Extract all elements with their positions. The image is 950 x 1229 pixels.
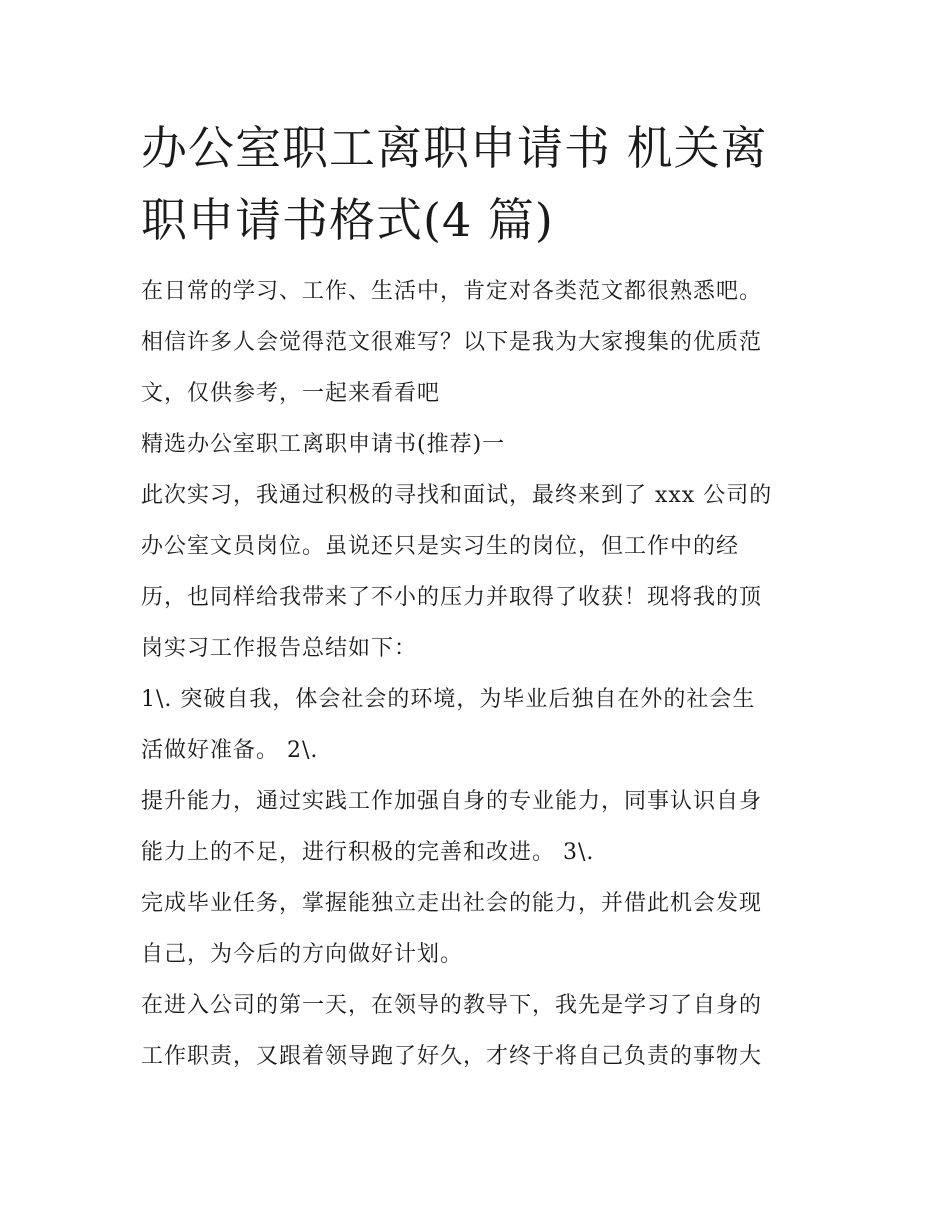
body-line: 办公室文员岗位。虽说还只是实习生的岗位，但工作中的经 bbox=[141, 534, 740, 559]
body-line: 自己，为今后的方向做好计划。 bbox=[141, 942, 464, 967]
body-line: 活做好准备。 2\. bbox=[141, 738, 319, 763]
title-line-2: 职申请书格式(4 篇) bbox=[141, 193, 554, 247]
body-line: 此次实习，我通过积极的寻找和面试，最终来到了 xxx 公司的 bbox=[141, 483, 773, 508]
document-body bbox=[141, 266, 821, 1082]
body-line: 能力上的不足，进行积极的完善和改进。 3\. bbox=[141, 840, 595, 865]
body-line: 完成毕业任务，掌握能独立走出社会的能力，并借此机会发现 bbox=[141, 891, 763, 916]
body-line: 在日常的学习、工作、生活中，肯定对各类范文都很熟悉吧。 bbox=[141, 279, 763, 304]
title-line-1: 办公室职工离职申请书 机关离 bbox=[141, 121, 768, 175]
body-line: 在进入公司的第一天，在领导的教导下，我先是学习了自身的 bbox=[141, 993, 763, 1018]
body-line: 岗实习工作报告总结如下： bbox=[141, 636, 418, 661]
body-line: 提升能力，通过实践工作加强自身的专业能力，同事认识自身 bbox=[141, 789, 763, 814]
body-line: 文，仅供参考，一起来看看吧 bbox=[141, 381, 441, 406]
document-title bbox=[141, 112, 821, 256]
section-heading: 精选办公室职工离职申请书(推荐)一 bbox=[141, 432, 506, 457]
body-line: 相信许多人会觉得范文很难写？以下是我为大家搜集的优质范 bbox=[141, 330, 763, 355]
body-line: 1\. 突破自我，体会社会的环境，为毕业后独自在外的社会生 bbox=[141, 687, 756, 712]
body-line: 历，也同样给我带来了不小的压力并取得了收获！现将我的顶 bbox=[141, 585, 763, 610]
body-line: 工作职责，又跟着领导跑了好久，才终于将自己负责的事物大 bbox=[141, 1044, 763, 1069]
document-content bbox=[141, 112, 821, 1082]
